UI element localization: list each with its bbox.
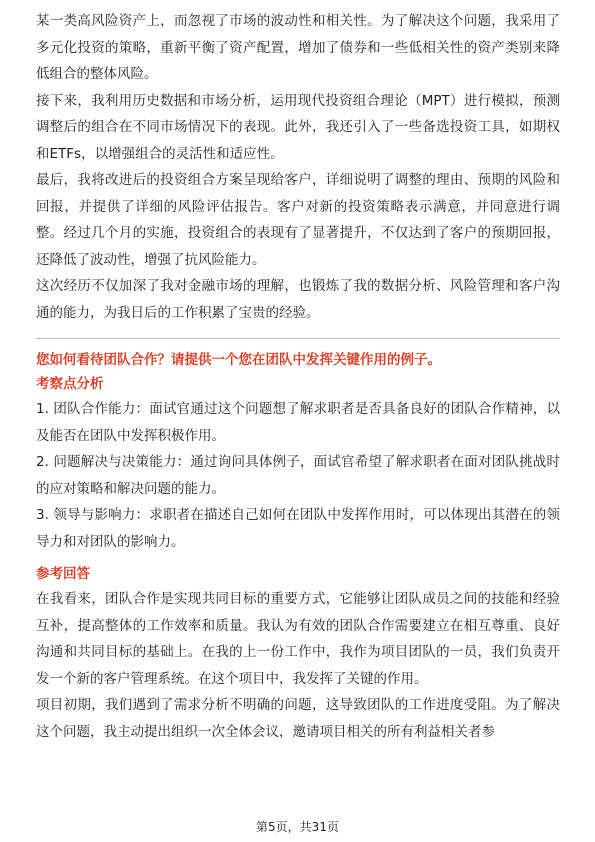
- body-paragraph: 某一类高风险资产上，而忽视了市场的波动性和相关性。为了解决这个问题，我采用了多元化投资的策略，重新平衡了资产配置，增加了债券和一些低相关性的资产类别来降低组合的整体风险。: [36, 13, 560, 82]
- body-paragraph: 这次经历不仅加深了我对金融市场的理解，也锻炼了我的数据分析、风险管理和客户沟通的能力，为我日后的工作积累了宝贵的经验。: [36, 278, 560, 321]
- spacer: [36, 555, 560, 562]
- analysis-point: 2. 问题解决与决策能力：通过询问具体例子，面试官希望了解求职者在面对团队挑战时的应对策略和解决问题的能力。: [36, 454, 560, 497]
- analysis-heading: 考察点分析: [36, 376, 104, 392]
- interview-question: 您如何看待团队合作？请提供一个您在团队中发挥关键作用的例子。: [36, 352, 441, 368]
- answer-paragraph: 在我看来，团队合作是实现共同目标的重要方式，它能够让团队成员之间的技能和经验互补，提高整体的工作效率和质量。我认为有效的团队合作需要建立在相互尊重、良好沟通和共同目标的基础上。在我的上一份工作中，我作为项目团队的一员，我们负责开发一个新的客户管理系统。在这个项目中，我发挥了关键的作用。: [36, 591, 560, 687]
- section-divider: [36, 338, 560, 339]
- body-paragraph: 最后，我将改进后的投资组合方案呈现给客户，详细说明了调整的理由、预期的风险和回报，并提供了详细的风险评估报告。客户对新的投资策略表示满意，并同意进行调整。经过几个月的实施，投资组合的表现有了显著提升，不仅达到了客户的预期回报，还降低了波动性，增强了抗风险能力。: [36, 172, 560, 268]
- answer-paragraph: 项目初期，我们遇到了需求分析不明确的问题，这导致团队的工作进度受阻。为了解决这个问题，我主动提出组织一次全体会议，邀请项目相关的所有利益相关者参: [36, 697, 560, 740]
- page-content: [36, 8, 560, 745]
- analysis-point: 1. 团队合作能力：面试官通过这个问题想了解求职者是否具备良好的团队合作精神，以及能否在团队中发挥积极作用。: [36, 401, 560, 444]
- analysis-point: 3. 领导与影响力：求职者在描述自己如何在团队中发挥作用时，可以体现出其潜在的领导力和对团队的影响力。: [36, 507, 560, 550]
- page-number-footer: 第5页，共31页: [256, 820, 339, 834]
- body-paragraph: 接下来，我利用历史数据和市场分析，运用现代投资组合理论（MPT）进行模拟，预测调整后的组合在不同市场情况下的表现。此外，我还引入了一些备选投资工具，如期权和ETFs，以增强组合的灵活性和适应性。: [36, 92, 560, 162]
- answer-heading: 参考回答: [36, 566, 90, 582]
